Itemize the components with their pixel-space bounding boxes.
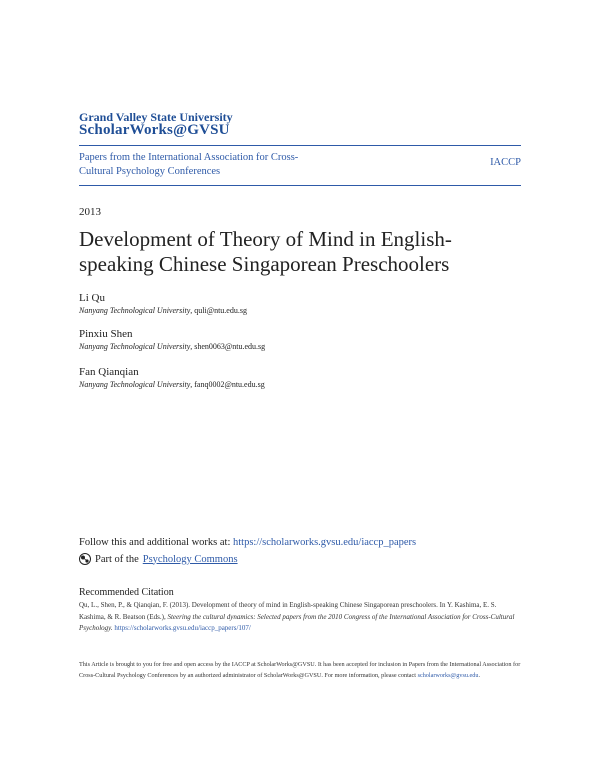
notice-text: This Article is brought to you for free and open access by the IACCP at ScholarWorks@GVSU. It has been accepted for inclusion in Papers from the International Association for Cross-Cultural Psychology Conferences by an authorized administrator of ScholarWorks@GVSU. For more information, please contact <box>79 661 521 679</box>
series-code[interactable]: IACCP <box>490 157 521 168</box>
article-title <box>79 227 519 277</box>
notice-end: . <box>478 671 480 679</box>
author-email: , quli@ntu.edu.sg <box>190 306 247 315</box>
author-affiliation <box>79 341 265 353</box>
collection-link[interactable]: https://scholarworks.gvsu.edu/iaccp_papers <box>233 537 417 548</box>
title-line-2: speaking Chinese Singaporean Preschoolers <box>79 252 450 276</box>
university-name: Grand Valley State University <box>79 110 233 124</box>
access-notice <box>79 660 524 681</box>
citation-source: Steering the cultural dynamics: Selected papers from the 2010 Congress of the International Association for Cross-Cultural Psychology. <box>79 612 515 632</box>
affiliation-name: Nanyang Technological University <box>79 306 191 315</box>
author-name: Pinxiu Shen <box>79 328 133 340</box>
series-line-2[interactable]: Cultural Psychology Conferences <box>79 166 221 177</box>
author-name: Fan Qianqian <box>79 366 139 378</box>
author-affiliation <box>79 305 247 317</box>
author-affiliation <box>79 379 265 391</box>
repository-name[interactable]: ScholarWorks@GVSU <box>79 122 230 138</box>
follow-line <box>79 537 416 548</box>
title-line-1: Development of Theory of Mind in English- <box>79 227 452 251</box>
series-link[interactable] <box>79 151 339 179</box>
author-block <box>79 291 247 317</box>
author-email: , fanq0002@ntu.edu.sg <box>190 380 265 389</box>
part-of-line <box>79 553 238 565</box>
author-name: Li Qu <box>79 292 105 304</box>
author-email: , shen0063@ntu.edu.sg <box>190 342 266 351</box>
psychology-commons-link[interactable]: Psychology Commons <box>142 553 238 565</box>
citation-url[interactable]: https://scholarworks.gvsu.edu/iaccp_papers/107/ <box>112 624 251 632</box>
author-block <box>79 327 265 353</box>
affiliation-name: Nanyang Technological University <box>79 342 191 351</box>
recommended-citation-text <box>79 600 524 635</box>
follow-text: Follow this and additional works at: <box>79 537 233 548</box>
commons-network-icon <box>79 553 91 565</box>
part-of-text: Part of the <box>95 553 139 565</box>
citation-text: Qu, L., Shen, P., & Qianqian, F. (2013). Development of theory of mind in English-speaking Chinese Singaporean preschoolers. In Y. Kashima, E. S. Kashima, & R. Beatson (Eds.), <box>79 601 497 621</box>
author-block <box>79 365 265 391</box>
publication-year: 2013 <box>79 206 101 218</box>
series-line-1[interactable]: Papers from the International Association for Cross- <box>79 152 299 163</box>
affiliation-name: Nanyang Technological University <box>79 380 191 389</box>
recommended-citation-heading: Recommended Citation <box>79 587 174 598</box>
divider-bottom <box>79 185 521 186</box>
divider-top <box>79 145 521 146</box>
contact-email-link[interactable]: scholarworks@gvsu.edu <box>417 671 479 679</box>
